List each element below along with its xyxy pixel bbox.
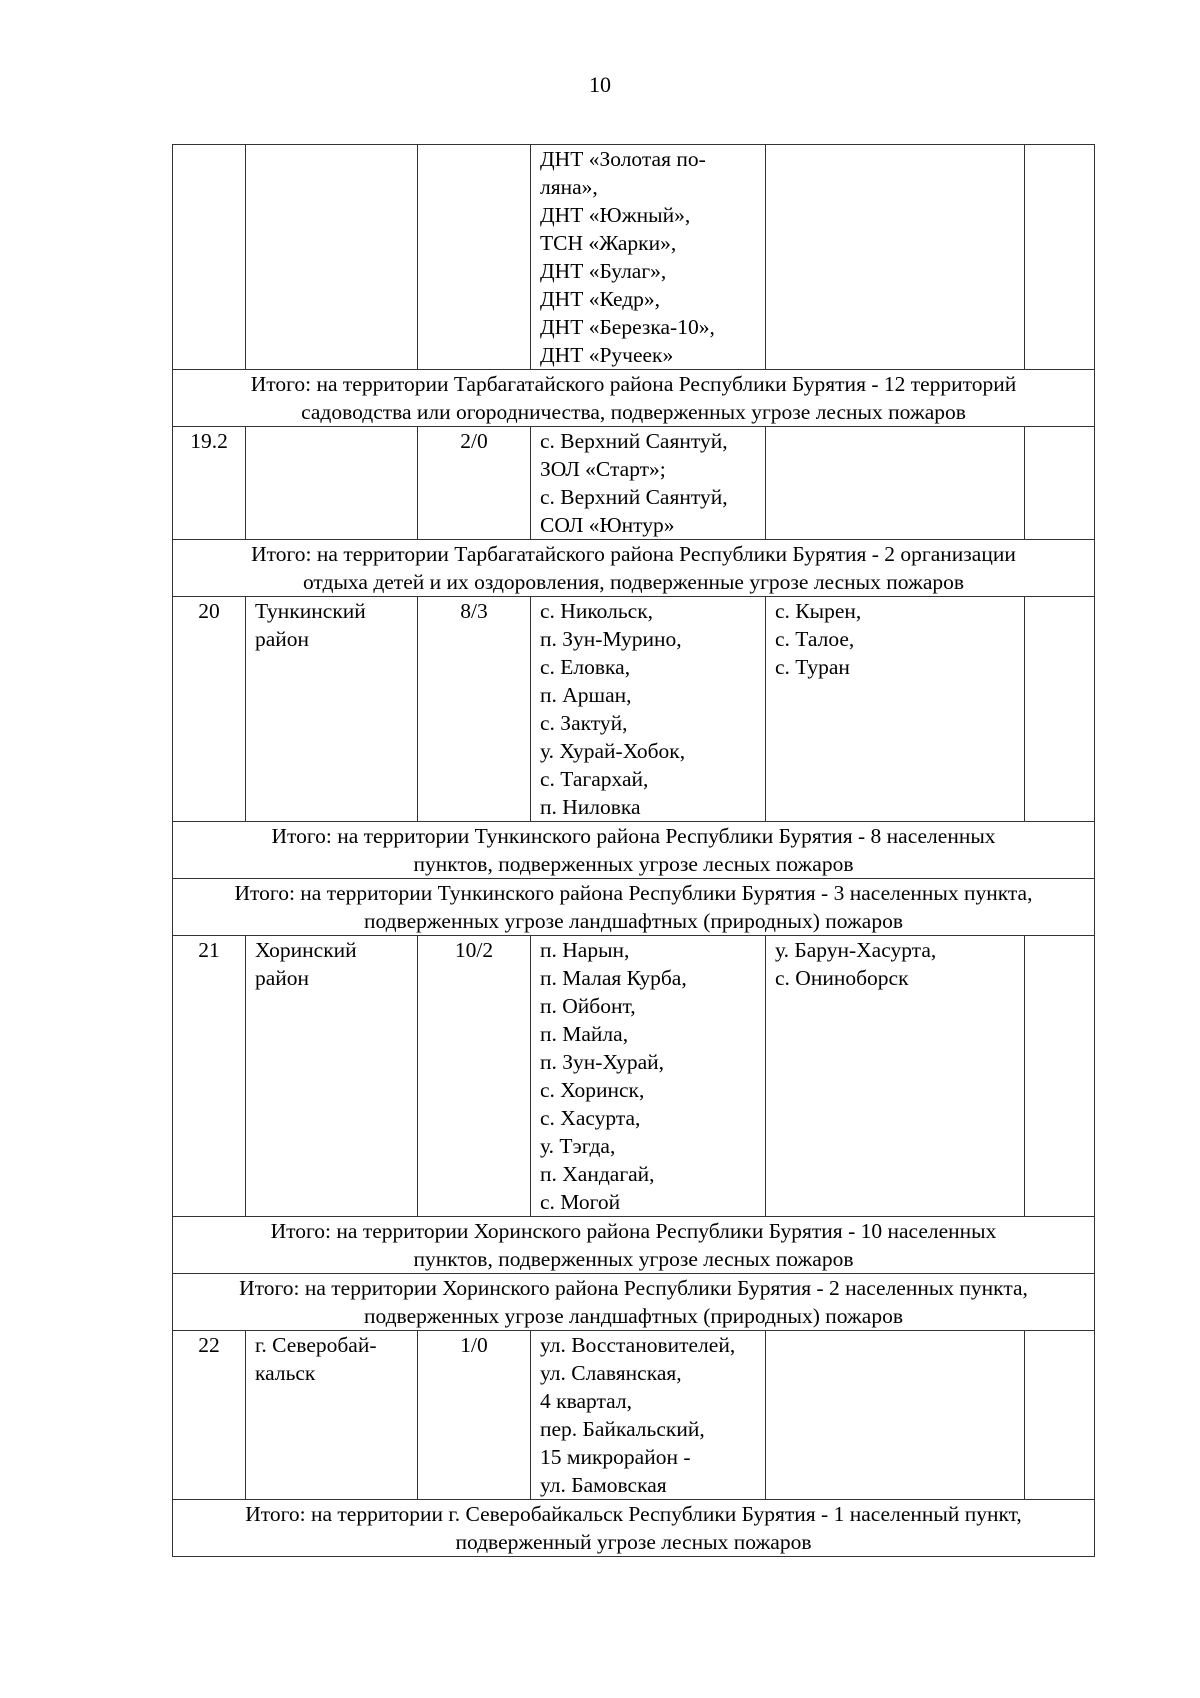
table-row [173,145,1095,370]
cell-line: пунктов, подверженных угрозе лесных пожаров [413,852,854,876]
count-cell [418,145,531,370]
cell-line: с. Зактуй, [540,711,628,735]
cell-line: п. Хандагай, [540,1162,655,1186]
total-cell [173,1500,1095,1557]
row-number-cell [173,145,246,370]
cell-line: Итого: на территории Хоринского района Республики Бурятия - 2 населенных пункта, [239,1276,1028,1300]
cell-line: с. Верхний Саянтуй, [540,485,728,509]
table-row [173,936,1095,1217]
cell-line: СОЛ «Юнтур» [540,513,675,537]
cell-line: ДНТ «Золотая по- [540,147,706,171]
count-cell: 8/3 [418,597,531,822]
cell-line: у. Барун-Хасурта, [775,938,937,962]
cell-line: ТСН «Жарки», [540,231,677,255]
cell-line: Итого: на территории Тарбагатайского района Республики Бурятия - 12 территорий [250,372,1017,396]
cell-line: с. Онинoборск [775,966,909,990]
forest-fire-settlements-cell [531,1331,766,1500]
cell-line: Итого: на территории Тункинского района Республики Бурятия - 8 населенных [271,824,996,848]
cell-line: с. Никольск, [540,599,654,623]
forest-fire-settlements-cell [531,427,766,540]
cell-line: садоводства или огородничества, подверженных угрозе лесных пожаров [301,400,966,424]
forest-fire-settlements-cell [531,145,766,370]
row-number-cell: 19.2 [173,427,246,540]
cell-line: у. Тэгда, [540,1134,616,1158]
table-row [173,597,1095,822]
count-cell: 2/0 [418,427,531,540]
forest-fire-settlements-cell [531,936,766,1217]
cell-line: г. Северобай- [255,1333,377,1357]
cell-line: с. Хоринск, [540,1078,645,1102]
note-cell [1025,145,1095,370]
total-cell [173,1274,1095,1331]
total-row [173,822,1095,879]
cell-line: подверженных угрозе ландшафтных (природных) пожаров [363,909,904,933]
forest-fire-settlements-cell [531,597,766,822]
cell-line: Итого: на территории г. Северобайкальск Республики Бурятия - 1 населенный пункт, [245,1502,1022,1526]
landscape-fire-settlements-cell [766,936,1025,1217]
cell-line: у. Хурай-Хобок, [540,739,686,763]
cell-line: подверженных угрозе ландшафтных (природных) пожаров [363,1304,904,1328]
cell-line: с. Тагархай, [540,767,649,791]
cell-line: Хоринский [255,938,357,962]
cell-line: с. Еловка, [540,655,631,679]
landscape-fire-settlements-cell [766,427,1025,540]
district-cell [246,597,418,822]
total-row [173,1500,1095,1557]
note-cell [1025,936,1095,1217]
total-cell [173,822,1095,879]
total-row [173,370,1095,427]
district-cell [246,936,418,1217]
cell-line: ЗОЛ «Старт»; [540,457,666,481]
table-row [173,1331,1095,1500]
cell-line: п. Ниловка [540,795,641,819]
total-cell [173,1217,1095,1274]
total-cell [173,879,1095,936]
cell-line: п. Малая Курба, [540,966,687,990]
cell-line: с. Хасурта, [540,1106,641,1130]
note-cell [1025,597,1095,822]
cell-line: кальск [255,1361,316,1385]
cell-line: ляна», [540,175,598,199]
cell-line: п. Нарын, [540,938,630,962]
district-cell [246,427,418,540]
cell-line: 4 квартал, [540,1389,632,1413]
row-number-cell: 20 [173,597,246,822]
cell-line: п. Зун-Хурай, [540,1050,665,1074]
total-cell [173,540,1095,597]
cell-line: п. Аршан, [540,683,632,707]
cell-line: с. Верхний Саянтуй, [540,429,728,453]
cell-line: п. Майла, [540,1022,629,1046]
cell-line: район [255,627,310,651]
cell-line: с. Кырен, [775,599,862,623]
cell-line: Итого: на территории Хоринского района Республики Бурятия - 10 населенных [270,1219,997,1243]
cell-line: ДНТ «Кедр», [540,287,661,311]
cell-line: район [255,966,310,990]
district-cell [246,145,418,370]
count-cell: 10/2 [418,936,531,1217]
note-cell [1025,1331,1095,1500]
district-cell [246,1331,418,1500]
cell-line: ул. Славянская, [540,1361,682,1385]
cell-line: с. Могой [540,1190,621,1214]
table-row [173,427,1095,540]
table-body [173,145,1095,1557]
cell-line: ДНТ «Южный», [540,203,691,227]
cell-line: Итого: на территории Тарбагатайского района Республики Бурятия - 2 организации [251,542,1016,566]
cell-line: подверженный угрозе лесных пожаров [455,1530,812,1554]
total-row [173,1217,1095,1274]
count-cell: 1/0 [418,1331,531,1500]
landscape-fire-settlements-cell [766,597,1025,822]
cell-line: п. Ойбонт, [540,994,636,1018]
cell-line: ДНТ «Березка-10», [540,315,715,339]
row-number-cell: 21 [173,936,246,1217]
cell-line: Итого: на территории Тункинского района Республики Бурятия - 3 населенных пункта, [234,881,1033,905]
row-number-cell: 22 [173,1331,246,1500]
note-cell [1025,427,1095,540]
cell-line: п. Зун-Мурино, [540,627,682,651]
cell-line: ДНТ «Булаг», [540,259,667,283]
cell-line: ДНТ «Ручеек» [540,343,674,367]
cell-line: отдыха детей и их оздоровления, подверженные угрозе лесных пожаров [302,570,965,594]
cell-line: пунктов, подверженных угрозе лесных пожаров [413,1247,854,1271]
total-cell [173,370,1095,427]
cell-line: ул. Бамовская [540,1473,667,1497]
cell-line: с. Туран [775,655,850,679]
total-row [173,540,1095,597]
cell-line: пер. Байкальский, [540,1417,705,1441]
settlements-table [172,144,1095,1557]
page-number: 10 [589,72,611,97]
total-row [173,1274,1095,1331]
cell-line: Тункинский [255,599,366,623]
total-row [173,879,1095,936]
landscape-fire-settlements-cell [766,145,1025,370]
cell-line: 15 микрорайон - [540,1445,691,1469]
cell-line: с. Талое, [775,627,855,651]
landscape-fire-settlements-cell [766,1331,1025,1500]
cell-line: ул. Восстановителей, [540,1333,736,1357]
